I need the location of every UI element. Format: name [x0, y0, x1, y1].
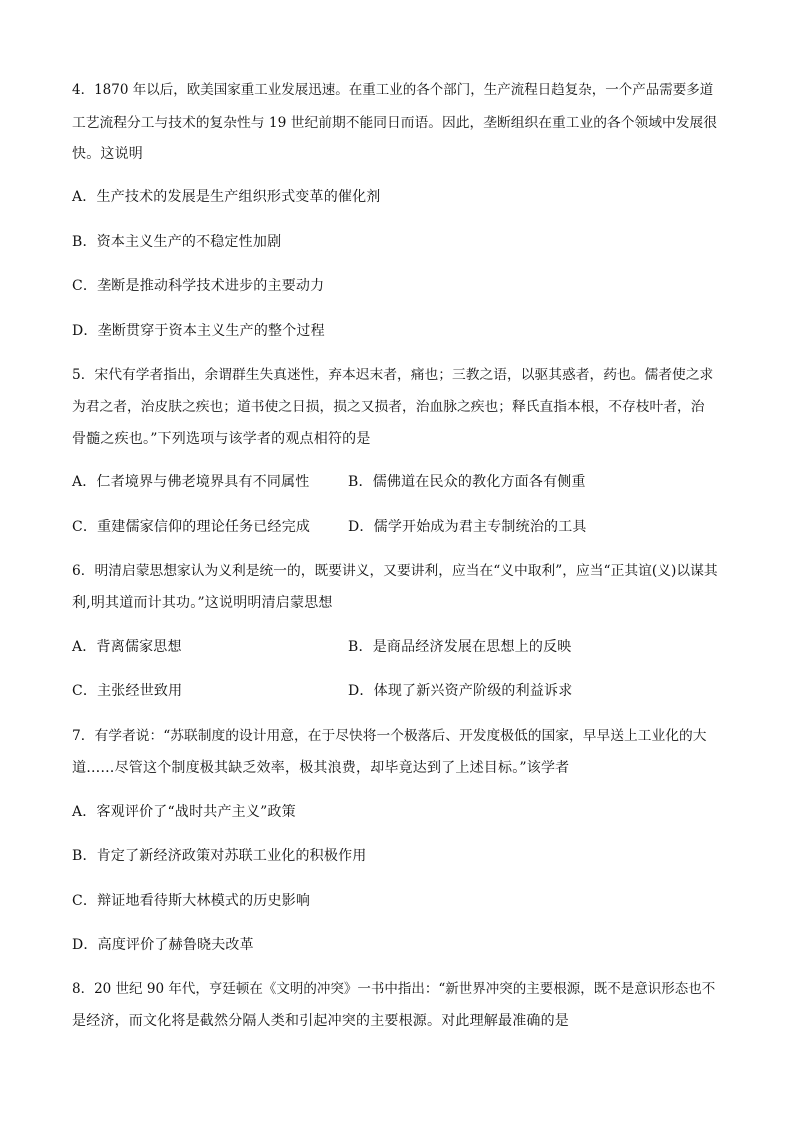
q5-option-b: B．儒佛道在民众的教化方面各有侧重	[348, 474, 586, 490]
q6-option-c: C．主张经世致用	[72, 683, 183, 699]
q5-stem-line-2: 为君之者，治皮肤之疾也；道书使之日损，损之又损者，治血脉之疾也；释氏直指本根，不存枝叶者，治	[72, 399, 705, 415]
q6-option-b: B．是商品经济发展在思想上的反映	[348, 639, 572, 655]
q5-stem-line-3: 骨髓之疾也。”下列选项与该学者的观点相符的是	[72, 431, 371, 447]
q6-stem-line-2: 利,明其道而计其功。”这说明明清启蒙思想	[72, 595, 333, 611]
q6-option-a: A．背离儒家思想	[72, 639, 182, 655]
q7-stem-line-2: 道……尽管这个制度极其缺乏效率，极其浪费，却毕竟达到了上述目标。”该学者	[72, 760, 570, 776]
q7-option-b: B．肯定了新经济政策对苏联工业化的积极作用	[72, 848, 367, 864]
q5-option-d: D．儒学开始成为君主专制统治的工具	[348, 519, 587, 535]
q7-stem-line-1: 7．有学者说：“苏联制度的设计用意，在于尽快将一个极落后、开发度极低的国家，早早送上工业化的大	[72, 728, 707, 744]
q5-stem-line-1: 5．宋代有学者指出，余谓群生失真迷性，弃本迟末者，痛也；三教之语，以驱其惑者，药也。儒者使之求	[72, 367, 714, 383]
q7-option-d: D．高度评价了赫鲁晓夫改革	[72, 937, 254, 953]
q8-stem-line-1: 8．20 世纪 90 年代，亨廷顿在《文明的冲突》一书中指出：“新世界冲突的主要根源，既不是意识形态也不	[72, 981, 716, 997]
q8-stem-line-2: 是经济，而文化将是截然分隔人类和引起冲突的主要根源。对此理解最准确的是	[72, 1013, 569, 1029]
q5-option-c: C．重建儒家信仰的理论任务已经完成	[72, 519, 311, 535]
q4-option-c: C．垄断是推动科学技术进步的主要动力	[72, 278, 325, 294]
q4-stem-line-3: 快。这说明	[72, 146, 143, 162]
q5-option-a: A．仁者境界与佛老境界具有不同属性	[72, 474, 310, 490]
q4-stem-line-2: 工艺流程分工与技术的复杂性与 19 世纪前期不能同日而语。因此，垄断组织在重工业的各个领域中发展很	[72, 115, 717, 131]
q7-option-a: A．客观评价了“战时共产主义”政策	[72, 804, 296, 820]
q6-stem-line-1: 6．明清启蒙思想家认为义利是统一的，既要讲义，又要讲利，应当在“义中取利”，应当“正其谊(义)以谋其	[72, 563, 718, 579]
q4-stem-line-1: 4．1870 年以后，欧美国家重工业发展迅速。在重工业的各个部门，生产流程日趋复杂，一个产品需要多道	[72, 82, 714, 98]
q6-option-d: D．体现了新兴资产阶级的利益诉求	[348, 683, 573, 699]
q4-option-a: A．生产技术的发展是生产组织形式变革的催化剂	[72, 189, 381, 205]
q4-option-b: B．资本主义生产的不稳定性加剧	[72, 234, 282, 250]
q4-option-d: D．垄断贯穿于资本主义生产的整个过程	[72, 323, 325, 339]
q7-option-c: C．辩证地看待斯大林模式的历史影响	[72, 893, 311, 909]
